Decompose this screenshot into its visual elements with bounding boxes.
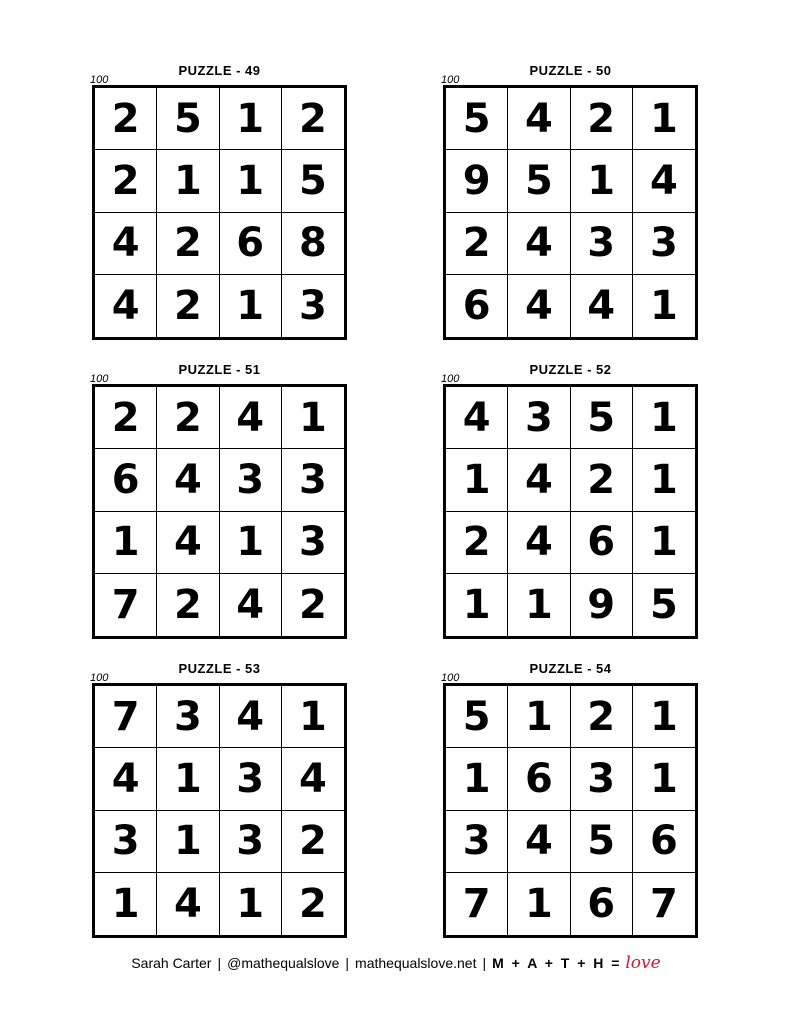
grid-cell: 6 bbox=[446, 275, 508, 337]
puzzle-title: PUZZLE - 49 bbox=[178, 63, 261, 78]
grid-cell: 2 bbox=[571, 686, 633, 748]
grid-cell: 4 bbox=[157, 512, 219, 574]
puzzle-title: PUZZLE - 51 bbox=[178, 362, 261, 377]
brand-equation: M + A + T + H = bbox=[492, 955, 622, 971]
footer-website: mathequalslove.net bbox=[355, 955, 477, 971]
grid-cell: 1 bbox=[220, 275, 282, 337]
grid-cell: 7 bbox=[649, 880, 678, 927]
grid-cell: 2 bbox=[446, 512, 508, 574]
grid-cell: 2 bbox=[446, 213, 508, 275]
grid-cell: 1 bbox=[446, 574, 508, 636]
footer-separator: | bbox=[482, 955, 487, 971]
grid-cell: 5 bbox=[282, 150, 344, 212]
puzzle-grid bbox=[92, 683, 347, 938]
brand-love-logo: love bbox=[625, 953, 661, 973]
puzzle-title: PUZZLE - 52 bbox=[529, 362, 612, 377]
puzzle-title: PUZZLE - 53 bbox=[178, 661, 261, 676]
grid-cell: 1 bbox=[157, 811, 219, 873]
grid-cell: 4 bbox=[508, 512, 570, 574]
grid-cell: 2 bbox=[157, 275, 219, 337]
puzzle-grid bbox=[92, 85, 347, 340]
grid-cell: 1 bbox=[220, 88, 282, 150]
grid-cell: 3 bbox=[220, 811, 282, 873]
grid-cell: 5 bbox=[571, 387, 633, 449]
grid-cell: 4 bbox=[282, 748, 344, 810]
grid-cell: 4 bbox=[95, 275, 157, 337]
grid-cell: 5 bbox=[446, 686, 508, 748]
grid-cell: 3 bbox=[633, 213, 695, 275]
grid-cell: 1 bbox=[220, 150, 282, 212]
grid-cell: 1 bbox=[633, 449, 695, 511]
grid-cell: 1 bbox=[633, 88, 695, 150]
grid-cell: 8 bbox=[282, 213, 344, 275]
grid-cell: 2 bbox=[298, 581, 327, 628]
grid-cell: 6 bbox=[508, 748, 570, 810]
grid-cell: 1 bbox=[571, 150, 633, 212]
grid-cell: 4 bbox=[157, 873, 219, 935]
grid-cell: 7 bbox=[95, 686, 157, 748]
grid-cell: 1 bbox=[633, 387, 695, 449]
grid-cell: 1 bbox=[282, 686, 344, 748]
grid-cell: 5 bbox=[446, 88, 508, 150]
puzzle-target: 100 bbox=[90, 74, 109, 86]
grid-cell: 5 bbox=[157, 88, 219, 150]
puzzle-51 bbox=[90, 362, 352, 639]
puzzle-grid bbox=[92, 384, 347, 639]
puzzle-title: PUZZLE - 50 bbox=[529, 63, 612, 78]
grid-cell: 3 bbox=[446, 811, 508, 873]
grid-cell: 4 bbox=[220, 686, 282, 748]
grid-cell: 3 bbox=[298, 282, 327, 329]
grid-cell: 2 bbox=[157, 213, 219, 275]
puzzle-grid bbox=[443, 683, 698, 938]
grid-cell: 4 bbox=[508, 449, 570, 511]
puzzle-grid bbox=[443, 384, 698, 639]
footer bbox=[0, 953, 792, 973]
puzzle-49 bbox=[90, 63, 352, 340]
grid-cell: 1 bbox=[633, 512, 695, 574]
grid-cell: 2 bbox=[157, 574, 219, 636]
grid-cell: 6 bbox=[95, 449, 157, 511]
grid-cell: 2 bbox=[571, 449, 633, 511]
grid-cell: 3 bbox=[220, 748, 282, 810]
puzzle-title: PUZZLE - 54 bbox=[529, 661, 612, 676]
puzzle-target: 100 bbox=[441, 74, 460, 86]
grid-cell: 1 bbox=[508, 686, 570, 748]
grid-cell: 1 bbox=[508, 574, 570, 636]
grid-cell: 6 bbox=[220, 213, 282, 275]
grid-cell: 1 bbox=[282, 387, 344, 449]
footer-separator: | bbox=[217, 955, 222, 971]
grid-cell: 5 bbox=[508, 150, 570, 212]
grid-cell: 4 bbox=[508, 275, 570, 337]
grid-cell: 2 bbox=[95, 88, 157, 150]
grid-cell: 6 bbox=[633, 811, 695, 873]
grid-cell: 1 bbox=[95, 873, 157, 935]
grid-cell: 2 bbox=[95, 387, 157, 449]
grid-cell: 1 bbox=[157, 748, 219, 810]
grid-cell: 1 bbox=[157, 150, 219, 212]
grid-cell: 3 bbox=[220, 449, 282, 511]
grid-cell: 2 bbox=[571, 88, 633, 150]
grid-cell: 7 bbox=[446, 873, 508, 935]
grid-cell: 4 bbox=[95, 213, 157, 275]
puzzle-52 bbox=[441, 362, 703, 639]
grid-cell: 4 bbox=[508, 88, 570, 150]
grid-cell: 3 bbox=[95, 811, 157, 873]
puzzle-54 bbox=[441, 661, 703, 938]
grid-cell: 1 bbox=[508, 873, 570, 935]
puzzle-target: 100 bbox=[90, 373, 109, 385]
grid-cell: 5 bbox=[649, 581, 678, 628]
grid-cell: 7 bbox=[95, 574, 157, 636]
grid-cell: 4 bbox=[95, 748, 157, 810]
puzzle-53 bbox=[90, 661, 352, 938]
grid-cell: 3 bbox=[282, 449, 344, 511]
grid-cell: 2 bbox=[282, 811, 344, 873]
grid-cell: 2 bbox=[282, 88, 344, 150]
grid-cell: 9 bbox=[446, 150, 508, 212]
footer-handle: @mathequalslove bbox=[227, 955, 340, 971]
grid-cell: 1 bbox=[220, 873, 282, 935]
grid-cell: 1 bbox=[220, 512, 282, 574]
grid-cell: 3 bbox=[157, 686, 219, 748]
grid-cell: 4 bbox=[508, 213, 570, 275]
puzzle-target: 100 bbox=[441, 672, 460, 684]
puzzle-grid bbox=[443, 85, 698, 340]
grid-cell: 4 bbox=[571, 275, 633, 337]
footer-author: Sarah Carter bbox=[131, 955, 212, 971]
grid-cell: 1 bbox=[649, 282, 678, 329]
footer-separator: | bbox=[345, 955, 350, 971]
grid-cell: 1 bbox=[633, 686, 695, 748]
grid-cell: 3 bbox=[508, 387, 570, 449]
grid-cell: 3 bbox=[571, 213, 633, 275]
grid-cell: 1 bbox=[446, 449, 508, 511]
grid-cell: 2 bbox=[157, 387, 219, 449]
grid-cell: 9 bbox=[571, 574, 633, 636]
grid-cell: 1 bbox=[446, 748, 508, 810]
grid-cell: 6 bbox=[571, 512, 633, 574]
grid-cell: 1 bbox=[633, 748, 695, 810]
grid-cell: 1 bbox=[95, 512, 157, 574]
grid-cell: 6 bbox=[571, 873, 633, 935]
grid-cell: 4 bbox=[220, 387, 282, 449]
grid-cell: 4 bbox=[157, 449, 219, 511]
grid-cell: 4 bbox=[633, 150, 695, 212]
grid-cell: 4 bbox=[508, 811, 570, 873]
grid-cell: 4 bbox=[220, 574, 282, 636]
puzzle-50 bbox=[441, 63, 703, 340]
grid-cell: 3 bbox=[571, 748, 633, 810]
grid-cell: 4 bbox=[446, 387, 508, 449]
grid-cell: 3 bbox=[282, 512, 344, 574]
grid-cell: 2 bbox=[298, 880, 327, 927]
puzzle-target: 100 bbox=[90, 672, 109, 684]
grid-cell: 2 bbox=[95, 150, 157, 212]
puzzle-target: 100 bbox=[441, 373, 460, 385]
grid-cell: 5 bbox=[571, 811, 633, 873]
